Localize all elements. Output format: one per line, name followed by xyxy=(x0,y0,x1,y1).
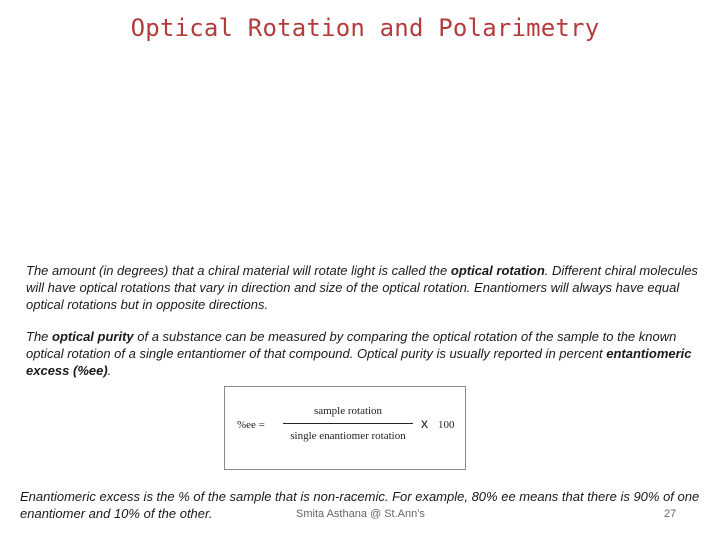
para2-text-before: The xyxy=(26,329,53,344)
multiply-sign: x xyxy=(421,415,428,431)
para2-text-after: . xyxy=(107,363,112,378)
formula-factor: 100 xyxy=(438,419,455,431)
paragraph-enantiomeric-excess: Enantiomeric excess is the % of the sample that is non-racemic. For example, 80% ee means that there is 90% of one enantiomer and 10% of the other. xyxy=(20,489,700,521)
slide-title: Optical Rotation and Polarimetry xyxy=(130,14,600,42)
para1-text-after: . Different chiral molecules will have optical rotations that vary in direction and size of the optical rotation. Enantiomers will always have equal optical rotations but in opposite directions. xyxy=(26,263,698,312)
footer-author: Smita Asthana @ St.Ann's xyxy=(296,508,425,520)
term-enantiomeric-excess: entantiomeric excess (%ee) xyxy=(26,346,692,378)
formula-lhs: %ee = xyxy=(237,419,265,431)
ee-formula-figure xyxy=(224,386,466,470)
term-optical-rotation: optical rotation xyxy=(450,263,545,278)
fraction-bar xyxy=(283,423,413,424)
term-optical-purity: optical purity xyxy=(52,329,134,344)
para1-text-before: The amount (in degrees) that a chiral material will rotate light is called the xyxy=(26,263,451,278)
formula-denominator: single enantiomer rotation xyxy=(290,430,406,442)
formula-numerator: sample rotation xyxy=(313,405,383,417)
paragraph-optical-purity xyxy=(26,328,706,379)
para2-text-middle: of a substance can be measured by comparing the optical rotation of the sample to the known optical rotation of a single entantiomer of that compound. Optical purity is usually reported in percent xyxy=(26,329,677,361)
paragraph-optical-rotation xyxy=(26,262,706,313)
page-number: 27 xyxy=(664,508,677,520)
